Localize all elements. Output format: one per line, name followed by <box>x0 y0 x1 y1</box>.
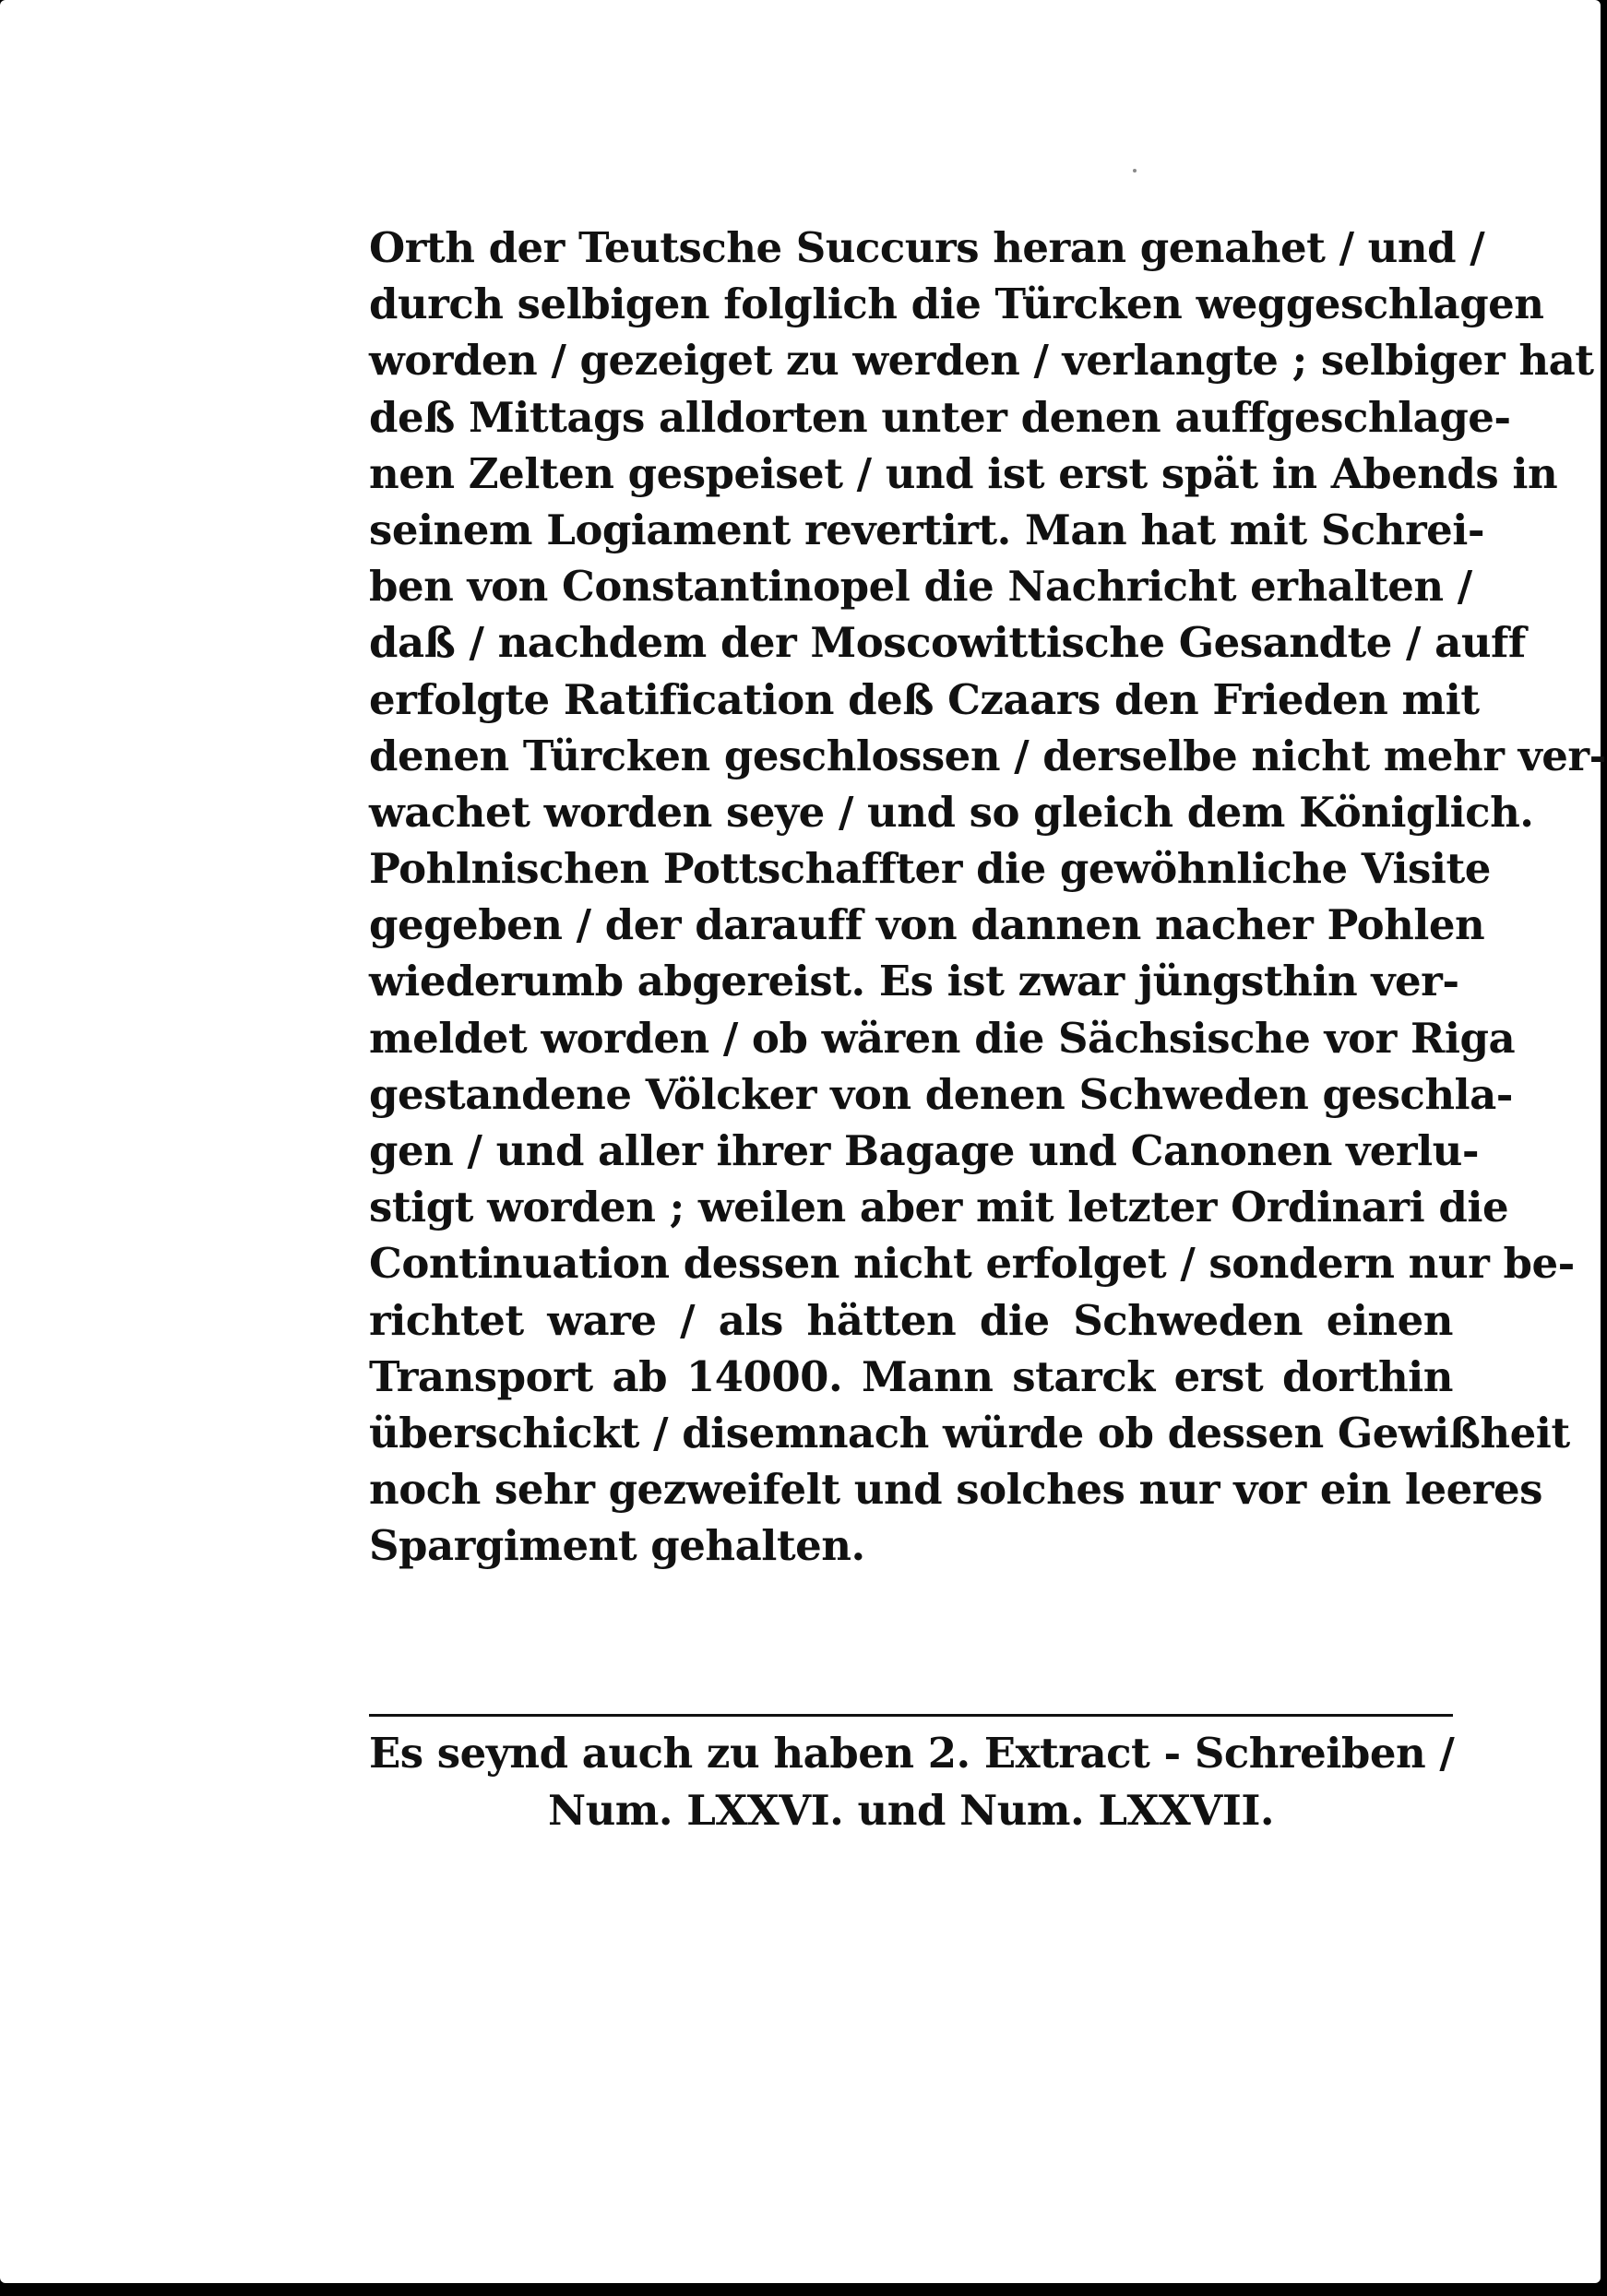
body-line: richtet ware / als hätten die Schweden einen <box>369 1295 1453 1345</box>
body-line: seinem Logiament revertirt. Man hat mit Schrei- <box>369 505 1485 554</box>
footer-line: Num. LXXVI. und Num. LXXVII. <box>547 1786 1275 1835</box>
body-text <box>369 220 1606 1575</box>
separator-rule <box>369 1714 1453 1717</box>
body-line: gen / und aller ihrer Bagage und Canonen verlu- <box>369 1126 1480 1175</box>
body-line: erfolgte Ratification deß Czaars den Frieden mit <box>369 674 1480 724</box>
body-line: worden / gezeiget zu werden / verlangte ; selbiger hat <box>369 336 1594 386</box>
body-line: überschickt / disemnach würde ob dessen Gewißheit <box>369 1408 1570 1457</box>
footer-notice <box>369 1725 1453 1839</box>
body-line: Transport ab 14000. Mann starck erst dorthin <box>369 1351 1453 1401</box>
body-line: Pohlnischen Pottschaffter die gewöhnliche Visite <box>369 844 1491 894</box>
body-line: gegeben / der darauff von dannen nacher Pohlen <box>369 900 1485 950</box>
body-line: ben von Constantinopel die Nachricht erhalten / <box>369 562 1472 612</box>
body-line: Continuation dessen nicht erfolget / sondern nur be- <box>369 1239 1575 1289</box>
body-line: meldet worden / ob wären die Sächsische vor Riga <box>369 1013 1516 1063</box>
body-line: wachet worden seye / und so gleich dem Königlich. <box>369 787 1534 837</box>
body-line: noch sehr gezweifelt und solches nur vor ein leeres <box>369 1465 1542 1515</box>
body-line: Orth der Teutsche Succurs heran genahet / und / <box>369 223 1485 272</box>
body-line: denen Türcken geschlossen / derselbe nicht mehr ver- <box>369 731 1606 780</box>
body-line: durch selbigen folglich die Türcken weggeschlagen <box>369 280 1544 329</box>
footer-line: Es seynd auch zu haben 2. Extract - Schreiben / <box>369 1729 1455 1778</box>
body-line: daß / nachdem der Moscowittische Gesandte / auff <box>369 618 1526 668</box>
body-line: deß Mittags alldorten unter denen auffgeschlage- <box>369 392 1511 442</box>
body-line: wiederumb abgereist. Es ist zwar jüngsthin ver- <box>369 957 1459 1006</box>
body-line-last: Spargiment gehalten. <box>369 1521 865 1571</box>
body-line: gestandene Völcker von denen Schweden geschla- <box>369 1069 1513 1119</box>
paper-speck <box>1133 169 1137 172</box>
body-line: stigt worden ; weilen aber mit letzter Ordinari die <box>369 1183 1509 1232</box>
body-line: nen Zelten gespeiset / und ist erst spät in Abends in <box>369 448 1558 498</box>
